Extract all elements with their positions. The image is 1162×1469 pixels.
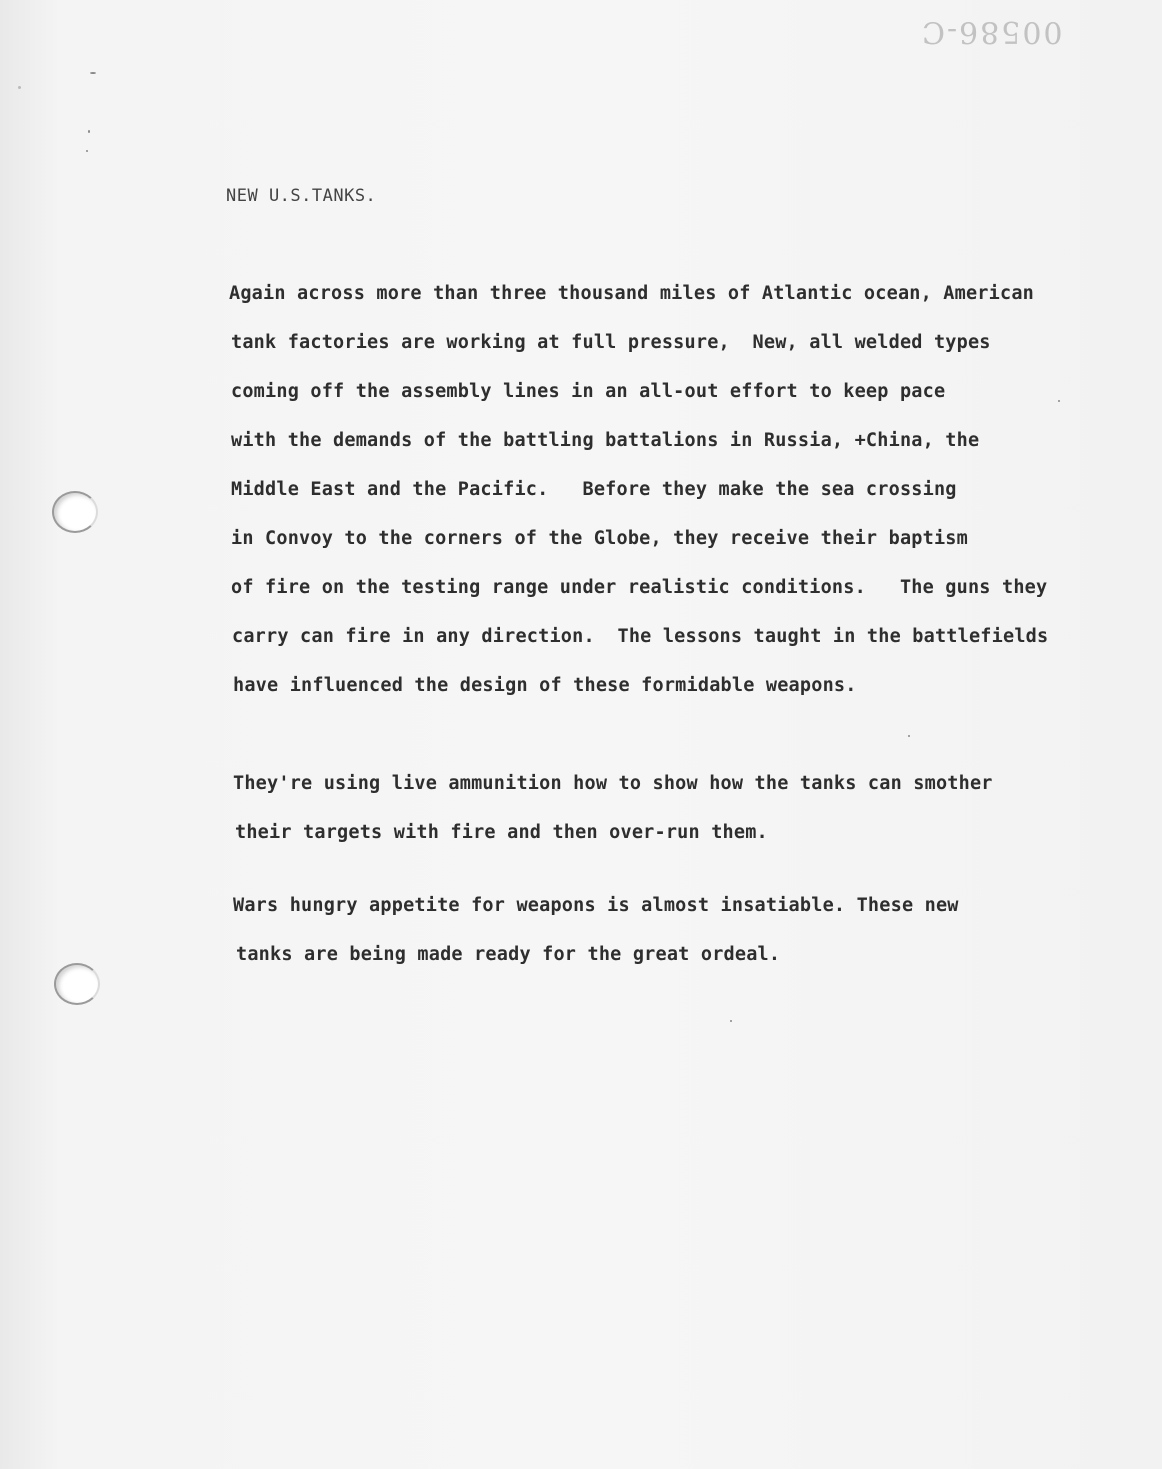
punch-hole	[52, 491, 98, 533]
scan-speck	[90, 72, 96, 74]
paragraph-1-line: coming off the assembly lines in an all-out effort to keep pace	[231, 381, 946, 402]
paragraph-3-line: tanks are being made ready for the great ordeal.	[236, 944, 781, 965]
paragraph-1-line: with the demands of the battling battalions in Russia, +China, the	[231, 430, 980, 451]
scan-speck	[86, 150, 88, 152]
scan-speck	[908, 735, 910, 737]
scan-speck	[88, 130, 90, 133]
archive-number: 00586-C	[920, 14, 1063, 49]
paragraph-2-line: their targets with fire and then over-run them.	[235, 822, 768, 843]
paragraph-1-line: have influenced the design of these formidable weapons.	[233, 675, 857, 696]
paragraph-2-line: They're using live ammunition how to show how the tanks can smother	[233, 773, 993, 794]
paragraph-1-line: tank factories are working at full pressure, New, all welded types	[231, 332, 991, 353]
document-title: NEW U.S.TANKS.	[226, 186, 377, 206]
paragraph-3-line: Wars hungry appetite for weapons is almost insatiable. These new	[233, 895, 959, 916]
paragraph-1-line: in Convoy to the corners of the Globe, they receive their baptism	[231, 528, 968, 549]
scan-speck	[18, 86, 21, 89]
paragraph-1-line: Middle East and the Pacific. Before they make the sea crossing	[231, 479, 957, 500]
scan-speck	[730, 1020, 732, 1022]
paragraph-1-line: Again across more than three thousand miles of Atlantic ocean, American	[229, 283, 1034, 304]
punch-hole	[54, 963, 100, 1005]
paragraph-1-line: carry can fire in any direction. The lessons taught in the battlefields	[232, 626, 1049, 647]
paragraph-1-line: of fire on the testing range under realistic conditions. The guns they	[231, 577, 1048, 598]
scan-speck	[1058, 400, 1060, 402]
